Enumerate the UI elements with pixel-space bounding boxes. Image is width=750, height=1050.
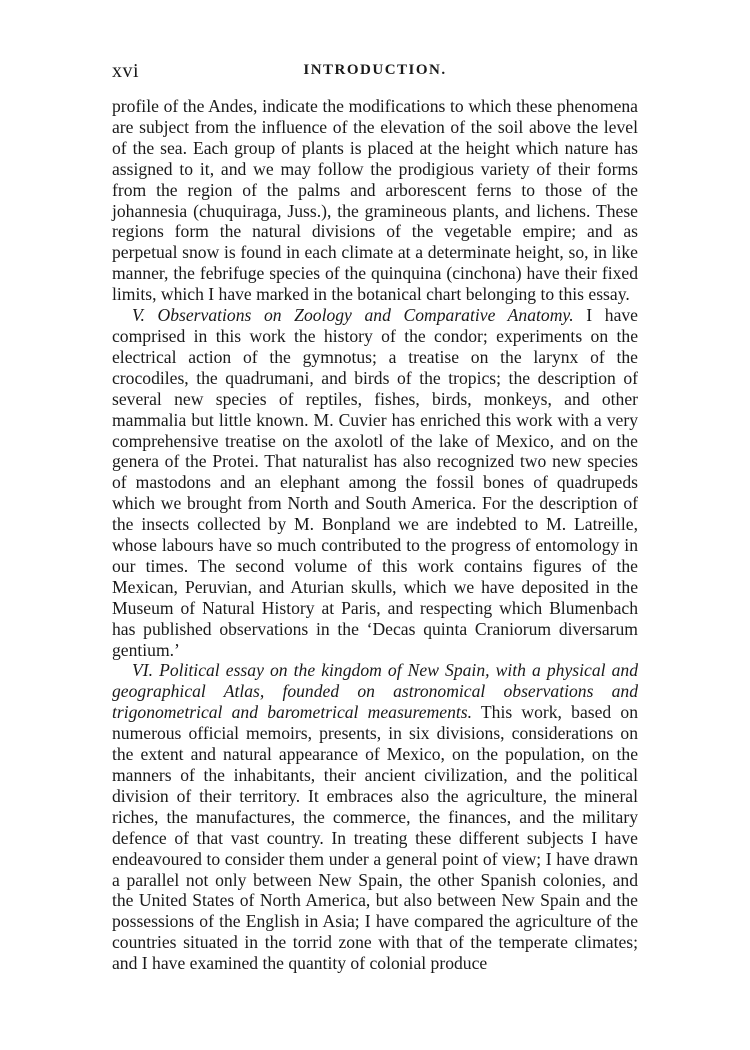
paragraph-text: profile of the Andes, indicate the modifications to which these phenomena are subject from the influence of the elevation of the soil above the level of the sea. Each group of plants is placed at the height which nature has assigned to it, and we may follow the prodigious variety of their forms from the region of the palms and arborescent ferns to those of the johannesia (chuquiraga, Juss.), the gramineous plants, and lichens. These regions form the natural divisions of the vegetable empire; and as perpetual snow is found in each climate at a determinate height, so, in like manner, the febrifuge species of the quinquina (cinchona) have their fixed limits, which I have marked in the botanical chart belonging to this essay. — [112, 96, 638, 305]
page-number: xvi — [112, 60, 140, 82]
running-head — [112, 60, 638, 84]
paragraph-andes — [112, 96, 638, 305]
section-heading-new-spain: VI. Political essay on the kingdom of New Spain, with a physical and geographical Atlas, founded on astronomical observations and trigonometrical and barometrical measurements. — [112, 660, 638, 723]
section-heading-zoology: V. Observations on Zoology and Comparative Anatomy. — [132, 305, 574, 326]
paragraph-text: I have comprised in this work the history of the condor; experiments on the electrical action of the gymnotus; a treatise on the larynx of the crocodiles, the quadrumani, and birds of the tropics; the description of several new species of reptiles, fishes, birds, monkeys, and other mammalia but little known. M. Cuvier has enriched this work with a very comprehensive treatise on the axolotl of the lake of Mexico, and on the genera of the Protei. That naturalist has also recognized two new species of mastodons and an elephant among the fossil bones of quadrupeds which we brought from North and South America. For the description of the insects collected by M. Bonpland we are indebted to M. Latreille, whose labours have so much contributed to the progress of entomology in our times. The second volume of this work contains figures of the Mexican, Peruvian, and Aturian skulls, which we have deposited in the Museum of Natural History at Paris, and respecting which Blumenbach has published observations in the ‘Decas quinta Craniorum diversarum gentium.’ — [112, 305, 638, 660]
body-text — [112, 96, 638, 974]
book-page — [112, 60, 638, 974]
running-title: INTRODUCTION. — [303, 62, 447, 78]
paragraph-zoology — [112, 305, 638, 660]
paragraph-text: This work, based on numerous official memoirs, presents, in six divisions, considerations on the extent and natural appearance of Mexico, on the population, on the manners of the inhabitants, their ancient civilization, and the political division of their territory. It embraces also the agriculture, the mineral riches, the manufactures, the commerce, the finances, and the military defence of that vast country. In treating these different subjects I have endeavoured to consider them under a general point of view; I have drawn a parallel not only between New Spain, the other Spanish colonies, and the United States of North America, but also between New Spain and the possessions of the English in Asia; I have compared the agriculture of the countries situated in the torrid zone with that of the temperate climates; and I have examined the quantity of colonial produce — [112, 702, 638, 974]
paragraph-new-spain — [112, 660, 638, 974]
